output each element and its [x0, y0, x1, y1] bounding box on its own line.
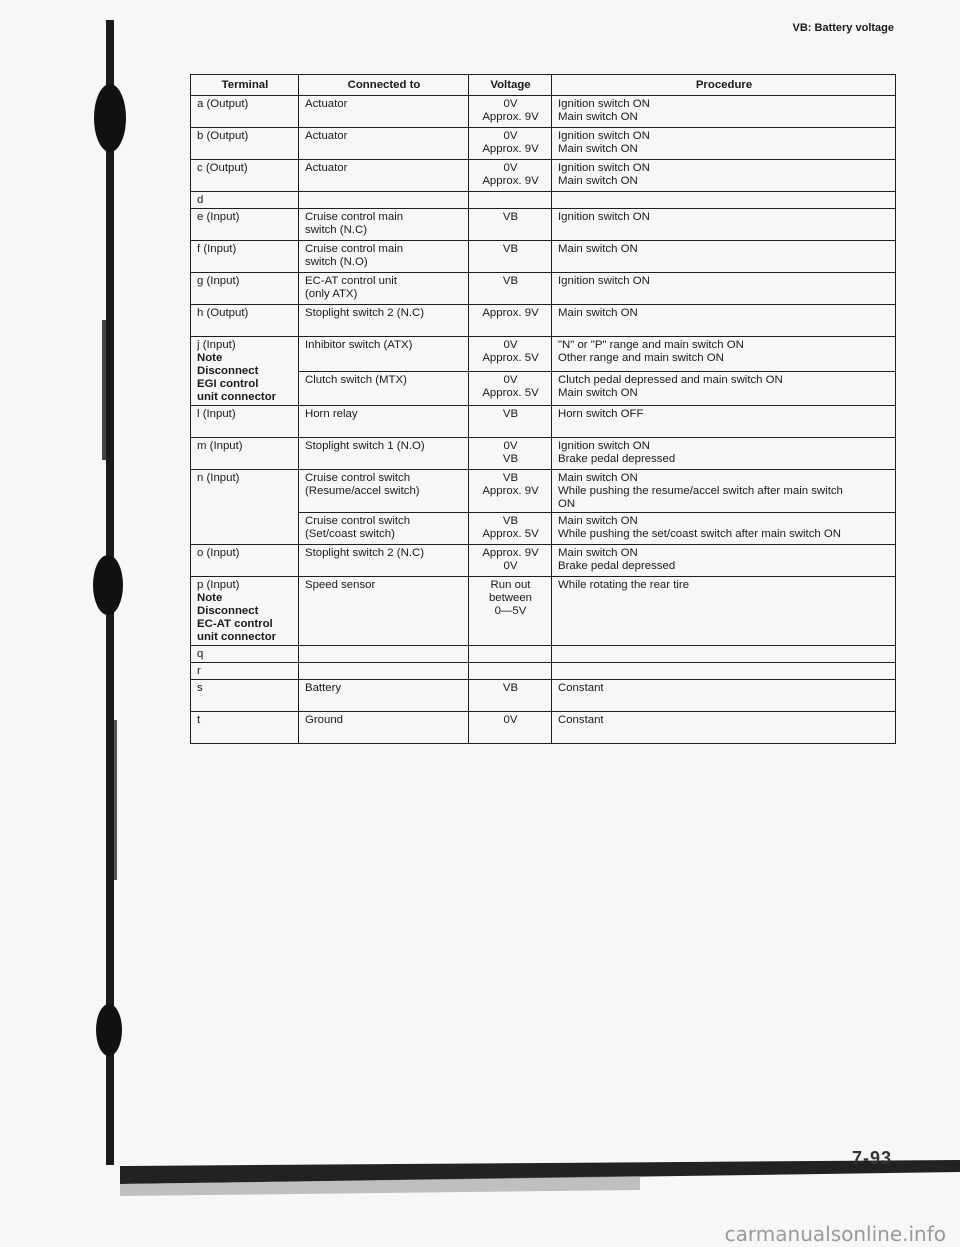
terminal-cell-line: unit connector [197, 391, 277, 403]
header-terminal: Terminal [191, 75, 299, 96]
voltage-cell [469, 273, 552, 305]
voltage-cell [469, 209, 552, 241]
connected-cell-line: Actuator [305, 130, 348, 142]
terminal-cell [191, 663, 299, 680]
voltage-cell [469, 545, 552, 577]
site-watermark: carmanualsonline.info [724, 1222, 946, 1246]
table-row [191, 680, 896, 712]
table-row [191, 577, 896, 646]
terminal-cell-line: f (Input) [197, 243, 237, 255]
procedure-cell [552, 241, 896, 273]
connected-cell-line: switch (N.C) [305, 224, 368, 236]
connected-cell [299, 646, 469, 663]
connected-cell [299, 128, 469, 160]
connected-cell-line: Battery [305, 682, 342, 694]
voltage-cell-line: Approx. 9V [482, 485, 539, 497]
terminal-cell-line: n (Input) [197, 472, 240, 484]
voltage-cell [469, 305, 552, 337]
table-row [191, 470, 896, 513]
voltage-cell-line: 0—5V [494, 605, 527, 617]
header-procedure: Procedure [552, 75, 896, 96]
voltage-cell-line: 0V [503, 560, 518, 572]
terminal-cell [191, 192, 299, 209]
voltage-cell [469, 160, 552, 192]
table-row [191, 305, 896, 337]
table-header-row [191, 75, 896, 96]
voltage-cell-line: 0V [503, 440, 518, 452]
page-bottom-shadow [120, 1150, 960, 1198]
procedure-cell [552, 192, 896, 209]
procedure-cell [552, 337, 896, 372]
procedure-cell [552, 371, 896, 406]
terminal-cell [191, 577, 299, 646]
terminal-cell [191, 273, 299, 305]
connected-cell [299, 680, 469, 712]
procedure-cell-line: Main switch ON [558, 175, 638, 187]
voltage-cell-line: Approx. 9V [482, 175, 539, 187]
connected-cell [299, 273, 469, 305]
procedure-cell-line: Ignition switch ON [558, 98, 650, 110]
voltage-cell [469, 192, 552, 209]
terminal-cell-line: h (Output) [197, 307, 249, 319]
connected-cell-line: Cruise control main [305, 211, 404, 223]
connected-cell [299, 337, 469, 372]
procedure-cell-line: Main switch ON [558, 472, 638, 484]
terminal-cell-line: unit connector [197, 631, 277, 643]
connected-cell-line: Horn relay [305, 408, 358, 420]
voltage-cell [469, 577, 552, 646]
procedure-cell [552, 712, 896, 744]
table-row [191, 438, 896, 470]
terminal-cell [191, 646, 299, 663]
connected-cell [299, 513, 469, 545]
voltage-cell-line: Approx. 9V [482, 111, 539, 123]
voltage-cell [469, 128, 552, 160]
procedure-cell-line: Ignition switch ON [558, 162, 650, 174]
voltage-cell-line: VB [502, 515, 519, 527]
procedure-cell [552, 209, 896, 241]
voltage-cell [469, 337, 552, 372]
connected-cell-line: Stoplight switch 2 (N.C) [305, 547, 425, 559]
connected-cell [299, 577, 469, 646]
voltage-cell [469, 406, 552, 438]
terminal-cell-line: a (Output) [197, 98, 249, 110]
voltage-cell-line: 0V [503, 373, 518, 386]
terminal-cell [191, 438, 299, 470]
terminal-cell-line: r [197, 665, 201, 677]
connected-cell [299, 712, 469, 744]
procedure-cell-line: Main switch ON [558, 547, 638, 559]
terminal-cell-line: c (Output) [197, 162, 248, 174]
procedure-cell-line: Constant [558, 682, 604, 694]
table-row [191, 273, 896, 305]
terminal-cell-line: EGI control [197, 378, 259, 390]
procedure-cell-line: Clutch pedal depressed and main switch ON [558, 373, 783, 386]
header-voltage: Voltage [469, 75, 552, 96]
procedure-cell [552, 438, 896, 470]
terminal-voltage-table [190, 74, 896, 744]
connected-cell [299, 438, 469, 470]
voltage-cell-line: Approx. 5V [482, 352, 539, 364]
procedure-cell [552, 160, 896, 192]
terminal-cell [191, 209, 299, 241]
terminal-cell-line: l (Input) [197, 408, 236, 420]
voltage-cell-line: 0V [503, 714, 518, 726]
terminal-cell-line: m (Input) [197, 440, 243, 452]
voltage-cell-line: Approx. 9V [482, 307, 539, 319]
procedure-cell-line: Ignition switch ON [558, 440, 650, 452]
procedure-cell [552, 128, 896, 160]
terminal-cell [191, 712, 299, 744]
voltage-cell-line: 0V [503, 162, 518, 174]
procedure-cell-line: Ignition switch ON [558, 130, 650, 142]
voltage-cell-line: Approx. 9V [482, 143, 539, 155]
procedure-cell-line: Main switch ON [558, 515, 638, 527]
terminal-cell-line: Disconnect [197, 605, 259, 617]
terminal-cell-line: t [197, 714, 201, 726]
connected-cell-line: Cruise control main [305, 243, 404, 255]
connected-cell [299, 663, 469, 680]
procedure-cell [552, 545, 896, 577]
battery-voltage-legend: VB: Battery voltage [792, 22, 894, 34]
terminal-cell-line: s [197, 682, 203, 694]
procedure-cell-line: While pushing the resume/accel switch after main switch [558, 485, 843, 497]
table-row [191, 128, 896, 160]
voltage-cell-line: Approx. 9V [482, 547, 539, 559]
terminal-cell-line: j (Input) [197, 339, 236, 351]
voltage-cell [469, 96, 552, 128]
terminal-cell-line: Disconnect [197, 365, 259, 377]
voltage-cell-line: Approx. 5V [482, 386, 539, 399]
voltage-cell-line: between [488, 592, 533, 604]
terminal-cell [191, 337, 299, 406]
procedure-cell [552, 406, 896, 438]
voltage-cell-line: VB [502, 211, 519, 223]
procedure-cell-line: Main switch ON [558, 386, 638, 399]
terminal-cell [191, 406, 299, 438]
connected-cell-line: Cruise control switch [305, 472, 411, 484]
procedure-cell-line: Ignition switch ON [558, 275, 650, 287]
terminal-cell [191, 680, 299, 712]
procedure-cell-line: Main switch ON [558, 243, 638, 255]
procedure-cell [552, 305, 896, 337]
connected-cell-line: Inhibitor switch (ATX) [305, 339, 413, 351]
procedure-cell-line: Other range and main switch ON [558, 352, 724, 364]
voltage-cell-line: VB [502, 243, 519, 255]
connected-cell-line: Ground [305, 714, 343, 726]
voltage-cell [469, 646, 552, 663]
voltage-cell [469, 371, 552, 406]
connected-cell-line: Actuator [305, 98, 348, 110]
procedure-cell [552, 513, 896, 545]
table-row [191, 545, 896, 577]
table-row [191, 663, 896, 680]
table-row [191, 160, 896, 192]
connected-cell [299, 305, 469, 337]
connected-cell-line: EC-AT control unit [305, 275, 398, 287]
table-row [191, 192, 896, 209]
voltage-cell [469, 470, 552, 513]
terminal-cell [191, 470, 299, 545]
voltage-cell-line: 0V [503, 130, 518, 142]
connected-cell-line: Stoplight switch 1 (N.O) [305, 440, 425, 452]
terminal-cell-line: Note [197, 352, 223, 364]
procedure-cell-line: Main switch ON [558, 307, 638, 319]
voltage-cell-line: Approx. 5V [482, 528, 539, 540]
terminal-cell-line: o (Input) [197, 547, 240, 559]
terminal-cell-line: p (Input) [197, 579, 240, 591]
terminal-cell-line: b (Output) [197, 130, 249, 142]
terminal-cell [191, 241, 299, 273]
procedure-cell [552, 663, 896, 680]
voltage-cell-line: 0V [503, 339, 518, 351]
connected-cell-line: switch (N.O) [305, 256, 368, 268]
table-row [191, 209, 896, 241]
terminal-cell-line: q [197, 648, 204, 660]
voltage-cell [469, 438, 552, 470]
table-row [191, 712, 896, 744]
terminal-cell-line: d [197, 194, 204, 206]
terminal-cell-line: Note [197, 592, 223, 604]
terminal-cell [191, 128, 299, 160]
page-number: 7-93 [851, 1148, 892, 1168]
connected-cell-line: (Resume/accel switch) [305, 485, 420, 497]
terminal-cell-line: EC-AT control [197, 618, 273, 630]
voltage-cell [469, 663, 552, 680]
voltage-cell-line: Run out [490, 579, 531, 591]
terminal-cell [191, 305, 299, 337]
procedure-cell [552, 273, 896, 305]
procedure-cell-line: Constant [558, 714, 604, 726]
connected-cell [299, 371, 469, 406]
table-row [191, 96, 896, 128]
terminal-cell [191, 96, 299, 128]
procedure-cell [552, 646, 896, 663]
procedure-cell-line: While pushing the set/coast switch after main switch ON [558, 528, 841, 540]
terminal-cell [191, 545, 299, 577]
connected-cell [299, 545, 469, 577]
connected-cell-line: (Set/coast switch) [305, 528, 395, 540]
table-row [191, 337, 896, 372]
connected-cell-line: (only ATX) [305, 288, 358, 300]
voltage-cell-line: VB [502, 472, 519, 484]
header-connected-to: Connected to [299, 75, 469, 96]
procedure-cell-line: Main switch ON [558, 111, 638, 123]
voltage-cell-line: VB [502, 682, 519, 694]
connected-cell [299, 209, 469, 241]
connected-cell [299, 406, 469, 438]
procedure-cell-line: "N" or "P" range and main switch ON [558, 339, 744, 351]
connected-cell [299, 192, 469, 209]
table-row [191, 646, 896, 663]
binding-edge-decoration [88, 20, 128, 1165]
connected-cell [299, 241, 469, 273]
table-row [191, 241, 896, 273]
procedure-cell [552, 680, 896, 712]
voltage-cell-line: VB [502, 275, 519, 287]
voltage-cell [469, 241, 552, 273]
voltage-cell [469, 513, 552, 545]
procedure-cell-line: Ignition switch ON [558, 211, 650, 223]
procedure-cell-line: ON [558, 498, 576, 510]
connected-cell-line: Actuator [305, 162, 348, 174]
procedure-cell [552, 96, 896, 128]
connected-cell-line: Speed sensor [305, 579, 376, 591]
procedure-cell-line: While rotating the rear tire [558, 579, 690, 591]
terminal-cell-line: e (Input) [197, 211, 240, 223]
procedure-cell-line: Brake pedal depressed [558, 560, 676, 572]
procedure-cell [552, 470, 896, 513]
table-body [191, 96, 896, 744]
voltage-cell-line: VB [502, 408, 519, 420]
connected-cell [299, 160, 469, 192]
connected-cell [299, 96, 469, 128]
procedure-cell-line: Brake pedal depressed [558, 453, 676, 465]
connected-cell-line: Clutch switch (MTX) [305, 373, 407, 386]
connected-cell-line: Cruise control switch [305, 515, 411, 527]
voltage-cell-line: VB [502, 453, 519, 465]
voltage-cell [469, 712, 552, 744]
terminal-cell [191, 160, 299, 192]
table-row [191, 406, 896, 438]
procedure-cell-line: Main switch ON [558, 143, 638, 155]
connected-cell-line: Stoplight switch 2 (N.C) [305, 307, 425, 319]
procedure-cell [552, 577, 896, 646]
connected-cell [299, 470, 469, 513]
terminal-cell-line: g (Input) [197, 275, 240, 287]
voltage-cell-line: 0V [503, 98, 518, 110]
procedure-cell-line: Horn switch OFF [558, 408, 644, 420]
voltage-cell [469, 680, 552, 712]
